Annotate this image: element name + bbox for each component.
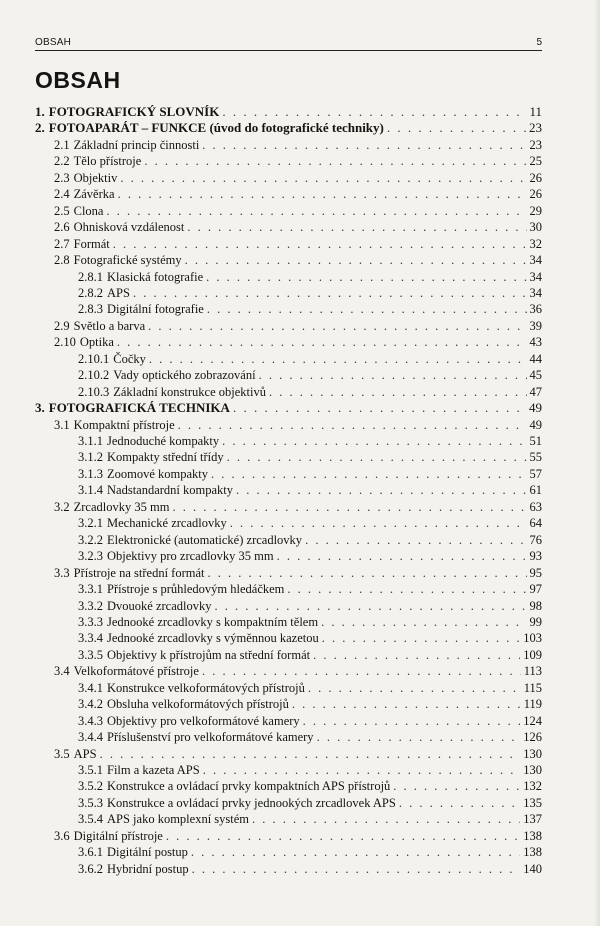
toc-subsection (78, 598, 542, 614)
toc-entry-page: 126 (523, 730, 542, 745)
dot-leader (144, 153, 526, 169)
toc-subsection (78, 680, 542, 696)
toc-entry-page: 140 (523, 861, 542, 876)
dot-leader (269, 384, 527, 400)
dot-leader (113, 236, 527, 252)
dot-leader (321, 614, 526, 630)
toc-entry-number: 3.3.5 (78, 647, 103, 662)
toc-entry-page: 113 (523, 664, 542, 679)
toc-entry-page: 61 (529, 483, 542, 498)
dot-leader (202, 137, 526, 153)
toc-entry-title: Formát (73, 236, 110, 251)
toc-entry-number: 3.4.2 (78, 697, 103, 712)
toc-entry-page: 25 (529, 154, 542, 169)
toc-entry-page: 98 (529, 598, 542, 613)
toc-subsection (78, 614, 542, 630)
toc-entry-page: 109 (523, 647, 542, 662)
toc-entry-page: 64 (529, 516, 542, 531)
toc-subsection (78, 844, 542, 860)
toc-entry-number: 2.7 (54, 236, 70, 251)
dot-leader (393, 778, 520, 794)
toc-entry-title: Přístroje s průhledovým hledáčkem (107, 582, 285, 597)
toc-entry-number: 3.1.3 (78, 466, 103, 481)
toc-entry-title: Jednooké zrcadlovky s výměnnou kazetou (107, 631, 319, 646)
toc-subsection (78, 729, 542, 745)
toc-entry-number: 3.5.1 (78, 763, 103, 777)
toc-section (54, 186, 542, 202)
toc-subsection (78, 367, 542, 383)
toc-entry-title: Elektronické (automatické) zrcadlovky (107, 532, 303, 547)
toc-entry-number: 3.5.2 (78, 779, 103, 794)
toc-entry-title: Objektivy pro zrcadlovky 35 mm (107, 549, 274, 564)
toc-section (54, 565, 542, 581)
toc-section (54, 170, 542, 186)
toc-subsection (78, 861, 542, 877)
toc-entry-title: Objektivy k přístrojům na střední formát (107, 647, 311, 662)
toc-entry-page: 55 (529, 450, 542, 465)
toc-chapter (35, 400, 542, 416)
toc-entry-title: Příslušenství pro velkoformátové kamery (107, 730, 314, 745)
toc-entry-number: 2.10.2 (78, 368, 110, 383)
toc-entry-page: 34 (529, 253, 542, 268)
toc-entry-title: Clona (73, 203, 104, 218)
toc-subsection (78, 532, 542, 548)
toc-entry-number: 3.4.1 (78, 680, 103, 695)
toc-subsection (78, 778, 542, 794)
toc-entry-number: 1. (35, 104, 45, 119)
dot-leader (187, 219, 526, 235)
toc-subsection (78, 795, 542, 811)
dot-leader (227, 449, 527, 465)
toc-entry-number: 2.1 (54, 137, 70, 152)
toc-entry-page: 76 (529, 532, 542, 547)
toc-entry-number: 2.8.1 (78, 269, 103, 284)
toc-entry-page: 34 (529, 285, 542, 300)
dot-leader (222, 104, 526, 120)
toc-entry-number: 2.5 (54, 203, 70, 218)
toc-section (54, 153, 542, 169)
toc-entry-number: 2.6 (54, 220, 70, 235)
toc-entry-page: 99 (529, 614, 542, 629)
dot-leader (206, 269, 526, 285)
toc-entry-title: FOTOAPARÁT – FUNKCE (úvod do fotografické techniky) (48, 120, 384, 136)
toc-entry-title: Mechanické zrcadlovky (107, 516, 227, 531)
toc-entry-page: 135 (523, 795, 542, 810)
toc-entry-page: 30 (529, 220, 542, 235)
toc-entry-number: 3.6 (54, 828, 70, 843)
toc-entry-number: 3.1.4 (78, 483, 103, 498)
dot-leader (399, 795, 520, 811)
toc-entry-title: APS jako komplexní systém (107, 812, 250, 827)
page-edge-shadow (594, 0, 600, 926)
toc-entry-page: 45 (529, 368, 542, 383)
toc-entry-page: 130 (523, 763, 542, 777)
toc-entry-page: 39 (529, 318, 542, 333)
toc-entry-number: 2.4 (54, 187, 70, 202)
toc-entry-page: 44 (529, 351, 542, 366)
toc-entry-page: 95 (529, 565, 542, 580)
toc-entry-page: 23 (529, 120, 542, 136)
toc-entry-page: 138 (523, 845, 542, 860)
toc-entry-title: Film a kazeta APS (107, 763, 200, 777)
dot-leader (317, 729, 521, 745)
dot-leader (222, 433, 526, 449)
toc-subsection (78, 762, 542, 778)
toc-subsection (78, 269, 542, 285)
dot-leader (192, 861, 521, 877)
toc-entry-number: 2.8.3 (78, 302, 103, 317)
toc-chapter (35, 120, 542, 136)
toc-entry-number: 3.1.2 (78, 450, 103, 465)
toc-entry-title: Obsluha velkoformátových přístrojů (107, 697, 289, 712)
toc-entry-title: Zrcadlovky 35 mm (73, 499, 170, 514)
toc-subsection (78, 696, 542, 712)
toc-entry-page: 23 (529, 137, 542, 152)
toc-entry-page: 43 (529, 335, 542, 350)
toc-entry-title: Základní princip činnosti (73, 137, 200, 152)
dot-leader (387, 120, 526, 136)
toc-entry-page: 57 (529, 466, 542, 481)
dot-leader (230, 515, 527, 531)
toc-chapter (35, 104, 542, 120)
toc-entry-title: Přístroje na střední formát (73, 565, 205, 580)
toc-entry-title: Dvouoké zrcadlovky (107, 598, 212, 613)
toc-subsection (78, 647, 542, 663)
dot-leader (287, 581, 526, 597)
dot-leader (259, 367, 527, 383)
toc-entry-number: 2.3 (54, 170, 70, 185)
toc-entry-page: 132 (523, 779, 542, 794)
toc-entry-page: 63 (529, 499, 542, 514)
toc-entry-title: Digitální postup (107, 845, 188, 860)
toc-entry-title: Závěrka (73, 187, 115, 202)
toc-entry-number: 3.5 (54, 746, 70, 761)
toc-entry-number: 3.4.3 (78, 713, 103, 728)
dot-leader (313, 647, 520, 663)
toc-section (54, 236, 542, 252)
toc-entry-page: 47 (529, 384, 542, 399)
dot-leader (277, 548, 527, 564)
toc-entry-title: Fotografické systémy (73, 253, 182, 268)
toc-entry-title: Vady optického zobrazování (113, 368, 256, 383)
toc-entry-title: Velkoformátové přístroje (73, 664, 199, 679)
toc-entry-page: 115 (523, 680, 542, 695)
toc-entry-number: 3. (35, 400, 45, 416)
dot-leader (208, 565, 527, 581)
toc-entry-title: Optika (79, 335, 114, 350)
toc-entry-page: 103 (523, 631, 542, 646)
toc-entry-title: Zoomové kompakty (107, 466, 209, 481)
dot-leader (178, 417, 527, 433)
toc-entry-title: Hybridní postup (107, 861, 189, 876)
dot-leader (133, 285, 527, 301)
toc-entry-number: 3.1 (54, 417, 70, 432)
toc-entry-title: Objektiv (73, 170, 118, 185)
toc-entry-number: 2.9 (54, 318, 70, 333)
dot-leader (120, 170, 526, 186)
dot-leader (203, 762, 521, 778)
toc-entry-title: Konstrukce a ovládací prvky kompaktních APS přístrojů (107, 779, 391, 794)
toc-entry-number: 2.10 (54, 335, 76, 350)
toc-subsection (78, 548, 542, 564)
dot-leader (233, 400, 526, 416)
toc-entry-number: 3.2.2 (78, 532, 103, 547)
dot-leader (106, 203, 526, 219)
dot-leader (322, 630, 521, 646)
toc-entry-number: 3.2.1 (78, 516, 103, 531)
toc-section (54, 318, 542, 334)
toc-entry-title: Jednoduché kompakty (107, 434, 220, 448)
toc-entry-title: Jednooké zrcadlovky s kompaktním tělem (107, 614, 319, 629)
toc-entry-page: 26 (529, 187, 542, 202)
dot-leader (166, 828, 520, 844)
toc-entry-page: 49 (529, 417, 542, 432)
toc-entry-number: 2.10.1 (78, 351, 110, 366)
dot-leader (191, 844, 520, 860)
toc-subsection (78, 713, 542, 729)
dot-leader (236, 482, 526, 498)
dot-leader (305, 532, 526, 548)
toc-entry-title: Tělo přístroje (73, 154, 142, 169)
dot-leader (207, 301, 527, 317)
toc-entry-number: 2.8.2 (78, 285, 103, 300)
toc-entry-page: 36 (529, 302, 542, 317)
toc-entry-title: Ohnisková vzdálenost (73, 220, 185, 235)
toc-entry-title: Kompakty střední třídy (107, 450, 224, 465)
toc-entry-number: 3.3.1 (78, 582, 103, 597)
toc-entry-page: 130 (523, 746, 542, 761)
toc-entry-page: 26 (529, 170, 542, 185)
dot-leader (202, 663, 521, 679)
toc-subsection (78, 285, 542, 301)
toc-entry-number: 3.3.3 (78, 614, 103, 629)
toc-entry-number: 3.2.3 (78, 549, 103, 564)
toc-subsection (78, 384, 542, 400)
toc-entry-page: 138 (523, 828, 542, 843)
toc-entry-number: 2.2 (54, 154, 70, 169)
toc-section (54, 252, 542, 268)
toc-section (54, 219, 542, 235)
toc-entry-title: Nadstandardní kompakty (107, 483, 234, 498)
toc-entry-title: Kompaktní přístroje (73, 417, 175, 432)
toc-entry-page: 93 (529, 549, 542, 564)
toc-subsection (78, 433, 542, 449)
toc-subsection (78, 630, 542, 646)
dot-leader (117, 334, 527, 350)
toc-entry-number: 3.1.1 (78, 434, 103, 448)
toc-entry-number: 3.3 (54, 565, 70, 580)
toc-section (54, 334, 542, 350)
dot-leader (308, 680, 521, 696)
toc-entry-title: Konstrukce velkoformátových přístrojů (107, 680, 305, 695)
toc-entry-title: Klasická fotografie (107, 269, 204, 284)
page-title: OBSAH (35, 67, 121, 93)
toc-entry-title: APS (73, 746, 97, 761)
toc-entry-title: Čočky (113, 351, 146, 366)
toc-entry-page: 34 (529, 269, 542, 284)
toc-entry-page: 97 (529, 582, 542, 597)
toc-entry-page: 29 (529, 203, 542, 218)
page-number: 5 (536, 37, 542, 48)
toc-section (54, 137, 542, 153)
toc-entry-title: FOTOGRAFICKÁ TECHNIKA (48, 400, 230, 416)
toc-entry-title: Konstrukce a ovládací prvky jednookých zrcadlovek APS (107, 795, 396, 810)
toc-entry-number: 3.6.2 (78, 861, 103, 876)
toc-section (54, 417, 542, 433)
toc-entry-title: Základní konstrukce objektivů (113, 384, 266, 399)
toc-section (54, 746, 542, 762)
dot-leader (214, 598, 526, 614)
toc-subsection (78, 581, 542, 597)
toc-subsection (78, 515, 542, 531)
toc-entry-page: 49 (529, 400, 542, 416)
toc-section (54, 203, 542, 219)
dot-leader (172, 499, 526, 515)
dot-leader (292, 696, 521, 712)
toc-entry-number: 3.5.3 (78, 795, 103, 810)
toc-entry-number: 3.3.4 (78, 631, 103, 646)
toc-entry-number: 3.4.4 (78, 730, 103, 745)
toc-entry-number: 3.4 (54, 664, 70, 679)
toc-section (54, 828, 542, 844)
toc-entry-title: Digitální přístroje (73, 828, 163, 843)
dot-leader (149, 351, 527, 367)
dot-leader (118, 186, 527, 202)
toc-entry-title: Objektivy pro velkoformátové kamery (107, 713, 300, 728)
toc-entry-title: Světlo a barva (73, 318, 146, 333)
toc-section (54, 499, 542, 515)
toc-entry-number: 2.8 (54, 253, 70, 268)
toc-subsection (78, 811, 542, 827)
dot-leader (185, 252, 527, 268)
dot-leader (252, 811, 520, 827)
toc-subsection (78, 482, 542, 498)
toc-entry-page: 32 (529, 236, 542, 251)
toc-entry-page: 124 (523, 713, 542, 728)
toc-entry-page: 137 (523, 812, 542, 827)
toc-entry-number: 2. (35, 120, 45, 136)
dot-leader (100, 746, 521, 762)
toc-entry-page: 51 (529, 434, 542, 448)
toc-entry-number: 2.10.3 (78, 384, 110, 399)
dot-leader (148, 318, 526, 334)
toc-subsection (78, 466, 542, 482)
toc-entry-number: 3.5.4 (78, 812, 103, 827)
toc-entry-number: 3.2 (54, 499, 70, 514)
toc-entry-number: 3.6.1 (78, 845, 103, 860)
dot-leader (303, 713, 521, 729)
toc-subsection (78, 449, 542, 465)
toc-entry-page: 11 (529, 104, 542, 119)
toc-entry-number: 3.3.2 (78, 598, 103, 613)
toc-entry-title: Digitální fotografie (107, 302, 204, 317)
dot-leader (211, 466, 526, 482)
toc-subsection (78, 301, 542, 317)
running-head: OBSAH (35, 37, 72, 48)
toc-entry-title: FOTOGRAFICKÝ SLOVNÍK (48, 104, 220, 119)
toc-section (54, 663, 542, 679)
toc-subsection (78, 351, 542, 367)
toc-entry-page: 119 (523, 697, 542, 712)
toc-entry-title: APS (107, 285, 130, 300)
